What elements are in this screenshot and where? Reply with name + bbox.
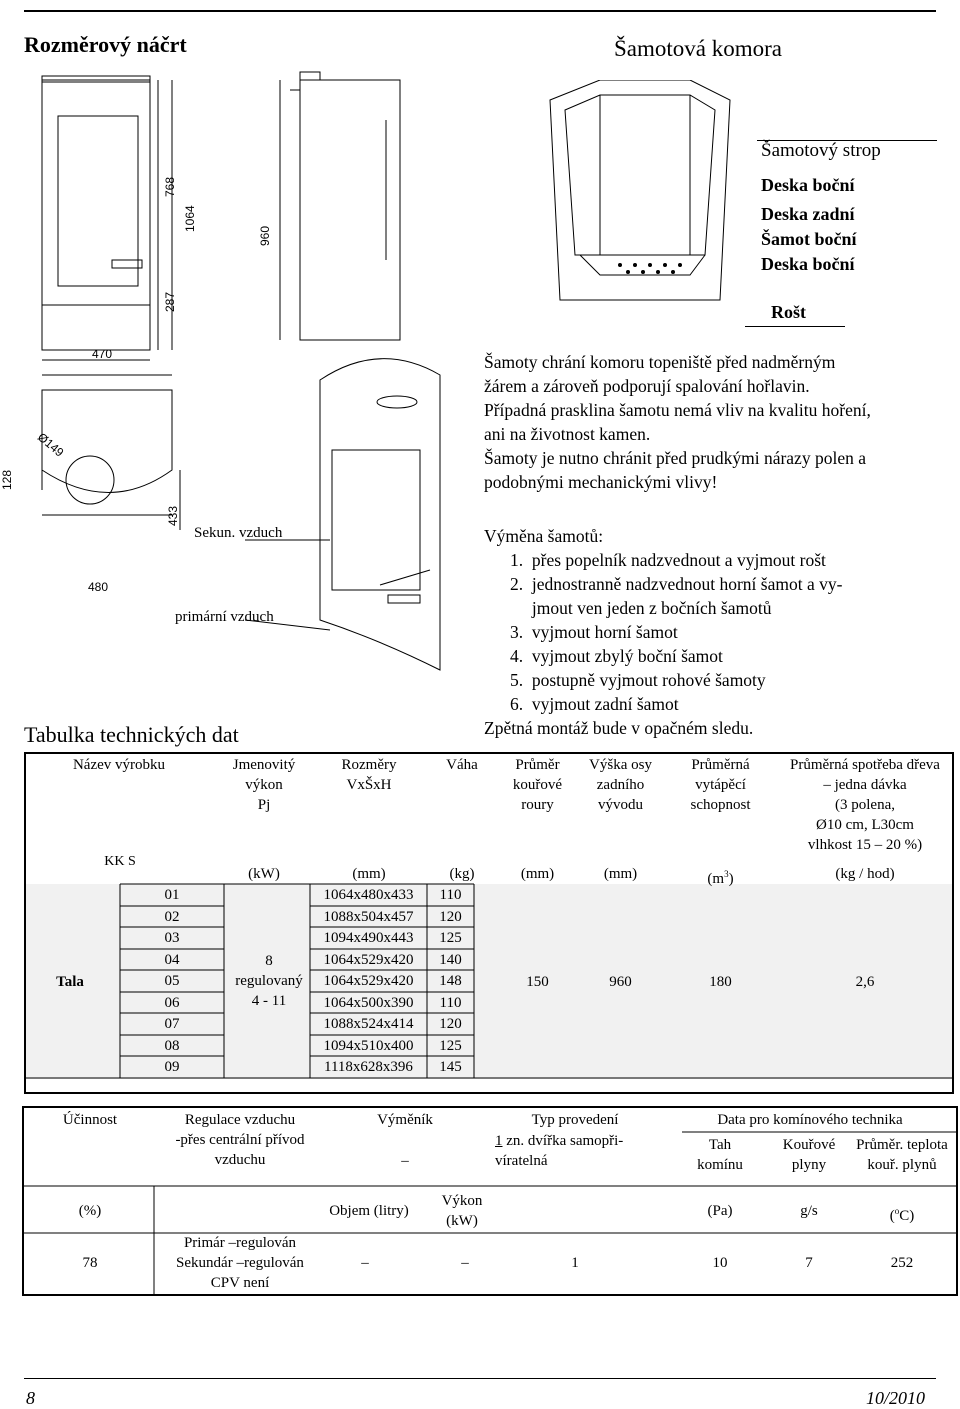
row-weight: 120 [439, 908, 462, 925]
v-dash-output: – [461, 1255, 469, 1271]
dim-128: 128 [0, 469, 14, 490]
row-weight: 148 [439, 973, 462, 989]
side-view-body [300, 80, 400, 340]
h-exchanger: Výměník [377, 1112, 433, 1128]
row-dims: 1088x504x457 [323, 908, 414, 925]
step-item: 3. vyjmout horní šamot [510, 622, 678, 642]
row-number: 06 [164, 994, 180, 1011]
row-weight: 120 [439, 1016, 462, 1032]
dim-480: 480 [88, 580, 109, 594]
u-draft: (Pa) [707, 1203, 733, 1219]
u-temp: ($^o$C) [889, 1206, 915, 1224]
primary-air-label: primární vzduch [175, 609, 274, 625]
v-eff: 78 [82, 1255, 98, 1271]
flue-value: 150 [526, 974, 549, 990]
row-number: 08 [164, 1037, 180, 1054]
grate-rule [745, 326, 845, 327]
dim-287: 287 [163, 291, 177, 312]
chamber-label-side-2: Deska boční [761, 254, 855, 274]
dim-960: 960 [258, 225, 272, 246]
footer-rule [24, 1378, 936, 1379]
v-gas: 7 [805, 1255, 813, 1271]
row-number: 04 [164, 951, 180, 968]
u-gas: g/s [800, 1203, 818, 1219]
th-heating: Průměrná vytápěcí schopnost [690, 757, 751, 813]
top-rule [24, 10, 936, 12]
row-number: 03 [164, 930, 180, 946]
dim-149: Ø149 [35, 430, 67, 460]
page-number: 8 [26, 1388, 35, 1408]
row-weight: 110 [439, 994, 462, 1011]
chamber-title: Šamotová komora [614, 36, 782, 61]
row-number: 05 [164, 973, 180, 989]
row-number: 07 [164, 1016, 180, 1032]
u-eff: (%) [78, 1203, 102, 1219]
u-volume: Objem (litry) [329, 1203, 409, 1219]
th-weight: Váha [446, 757, 478, 773]
row-dims: 1118x628x396 [324, 1059, 413, 1075]
unit-height: (mm) [603, 866, 638, 882]
v-type: 1 [571, 1255, 579, 1271]
tech-table-title: Tabulka technických dat [24, 722, 239, 747]
h-regulation: Regulace vzduchu -přes centrální přívod vzduchu [175, 1112, 305, 1168]
h-efficiency: Účinnost [62, 1112, 118, 1128]
v-temp: 252 [890, 1255, 914, 1271]
row-weight: 140 [439, 951, 462, 968]
step-item: 6. vyjmout zadní šamot [510, 694, 679, 714]
secondary-air-label: Sekun. vzduch [194, 525, 283, 541]
h-draft: Tah komínu [697, 1137, 743, 1173]
replacement-steps [484, 524, 954, 740]
wood-value: 2,6 [855, 974, 875, 990]
unit-heating: $(m^3)$ [707, 869, 734, 887]
step-item: 5. postupně vyjmout rohové šamoty [510, 670, 766, 690]
u-output: Výkon (kW) [441, 1193, 483, 1229]
v-dash-volume: – [361, 1255, 369, 1271]
v-draft: 10 [712, 1255, 728, 1271]
power-value: 8 regulovaný 4 - 11 [235, 953, 303, 1009]
chamber-drawing [540, 80, 740, 320]
th-flue: Průměr kouřové roury [512, 757, 563, 813]
row-number: 02 [164, 908, 180, 925]
step-item: 1. přes popelník nadzvednout a vyjmout rošt [510, 550, 826, 570]
step-item: jmout ven jeden z bočních šamotů [510, 598, 772, 618]
unit-flue: (mm) [520, 866, 555, 882]
heating-value: 180 [709, 974, 732, 990]
h-type: Typ provedení [531, 1112, 619, 1128]
steps-title: Výměna šamotů: [484, 526, 604, 546]
th-power: Jmenovitý výkon Pj [232, 757, 296, 813]
dimension-sketch [0, 60, 460, 700]
th-name: Název výrobku [72, 757, 166, 773]
th-wood: Průměrná spotřeba dřeva – jednа dávka (3 polena, Ø10 cm, L30cm vlhkost 15 – 20 %) [790, 757, 940, 853]
th-height: Výška osy zadního vývodu [589, 757, 652, 813]
unit-power: (kW) [248, 866, 280, 882]
height-value: 960 [609, 974, 632, 990]
dim-768: 768 [163, 176, 177, 197]
brand-label: KK S [104, 854, 136, 869]
unit-weight: (kg) [449, 866, 475, 882]
chamber-label-grate: Rošt [771, 302, 806, 322]
chamber-label-side-1: Deska boční [761, 175, 855, 195]
flue-circle [66, 456, 114, 504]
h-flue-gas: Kouřové plyny [782, 1137, 836, 1173]
dim-470: 470 [92, 347, 113, 361]
unit-wood: (kg / hod) [835, 866, 895, 882]
exchanger-dash: – [401, 1153, 409, 1169]
row-dims: 1064x500x390 [323, 994, 414, 1011]
row-weight: 110 [439, 887, 462, 903]
dim-1064: 1064 [183, 205, 197, 232]
type-description: 1 zn. dvířka samopři- víratelná [495, 1133, 624, 1169]
h-avg-temp: Průměr. teplota kouř. plynů [856, 1137, 948, 1173]
dim-433: 433 [166, 505, 180, 526]
chamber-label-side-brick: Šamot boční [761, 229, 857, 249]
chamber-label-ceiling: Šamotový strop [761, 140, 881, 161]
chamber-paragraph: Šamoty chrání komoru topeniště před nadměrným žárem a zároveň podporují spalování hořlavin. Případná prasklina šamotu nemá vliv na kvalitu hoření, ani na životnost kamen. Šamoty je nutno chránit před prudkými nárazy polen a podobnými mechanickými vlivy! [484, 352, 871, 492]
row-number: 09 [164, 1059, 180, 1075]
unit-dims: (mm) [352, 866, 386, 882]
row-dims: 1088x524x414 [323, 1016, 414, 1032]
row-weight: 125 [439, 1037, 462, 1054]
model-name: Tala [56, 974, 84, 990]
row-weight: 145 [439, 1059, 462, 1075]
h-chimney-data: Data pro komínového technika [717, 1112, 903, 1128]
v-regulation: Primár –regulován Sekundár –regulován CPV není [176, 1235, 304, 1291]
row-dims: 1094x510x400 [323, 1037, 414, 1054]
step-item: 2. jednostranně nadzvednout horní šamot a vy- [510, 574, 843, 594]
row-dims: 1064x480x433 [323, 887, 414, 903]
row-dims: 1064x529x420 [323, 951, 414, 968]
row-dims: 1064x529x420 [323, 973, 414, 989]
row-number: 01 [164, 887, 180, 903]
row-dims: 1094x490x443 [323, 930, 414, 946]
sketch-title: Rozměrový náčrt [24, 32, 187, 57]
step-item: 4. vyjmout zbylý boční šamot [510, 646, 723, 666]
top-view-body [42, 390, 172, 493]
chamber-label-back: Deska zadní [761, 204, 855, 224]
reassembly-note: Zpětná montáž bude v opačném sledu. [484, 718, 754, 738]
footer-date: 10/2010 [866, 1388, 926, 1408]
row-weight: 125 [439, 930, 462, 946]
th-dims: Rozměry VxŠxH [341, 757, 397, 793]
